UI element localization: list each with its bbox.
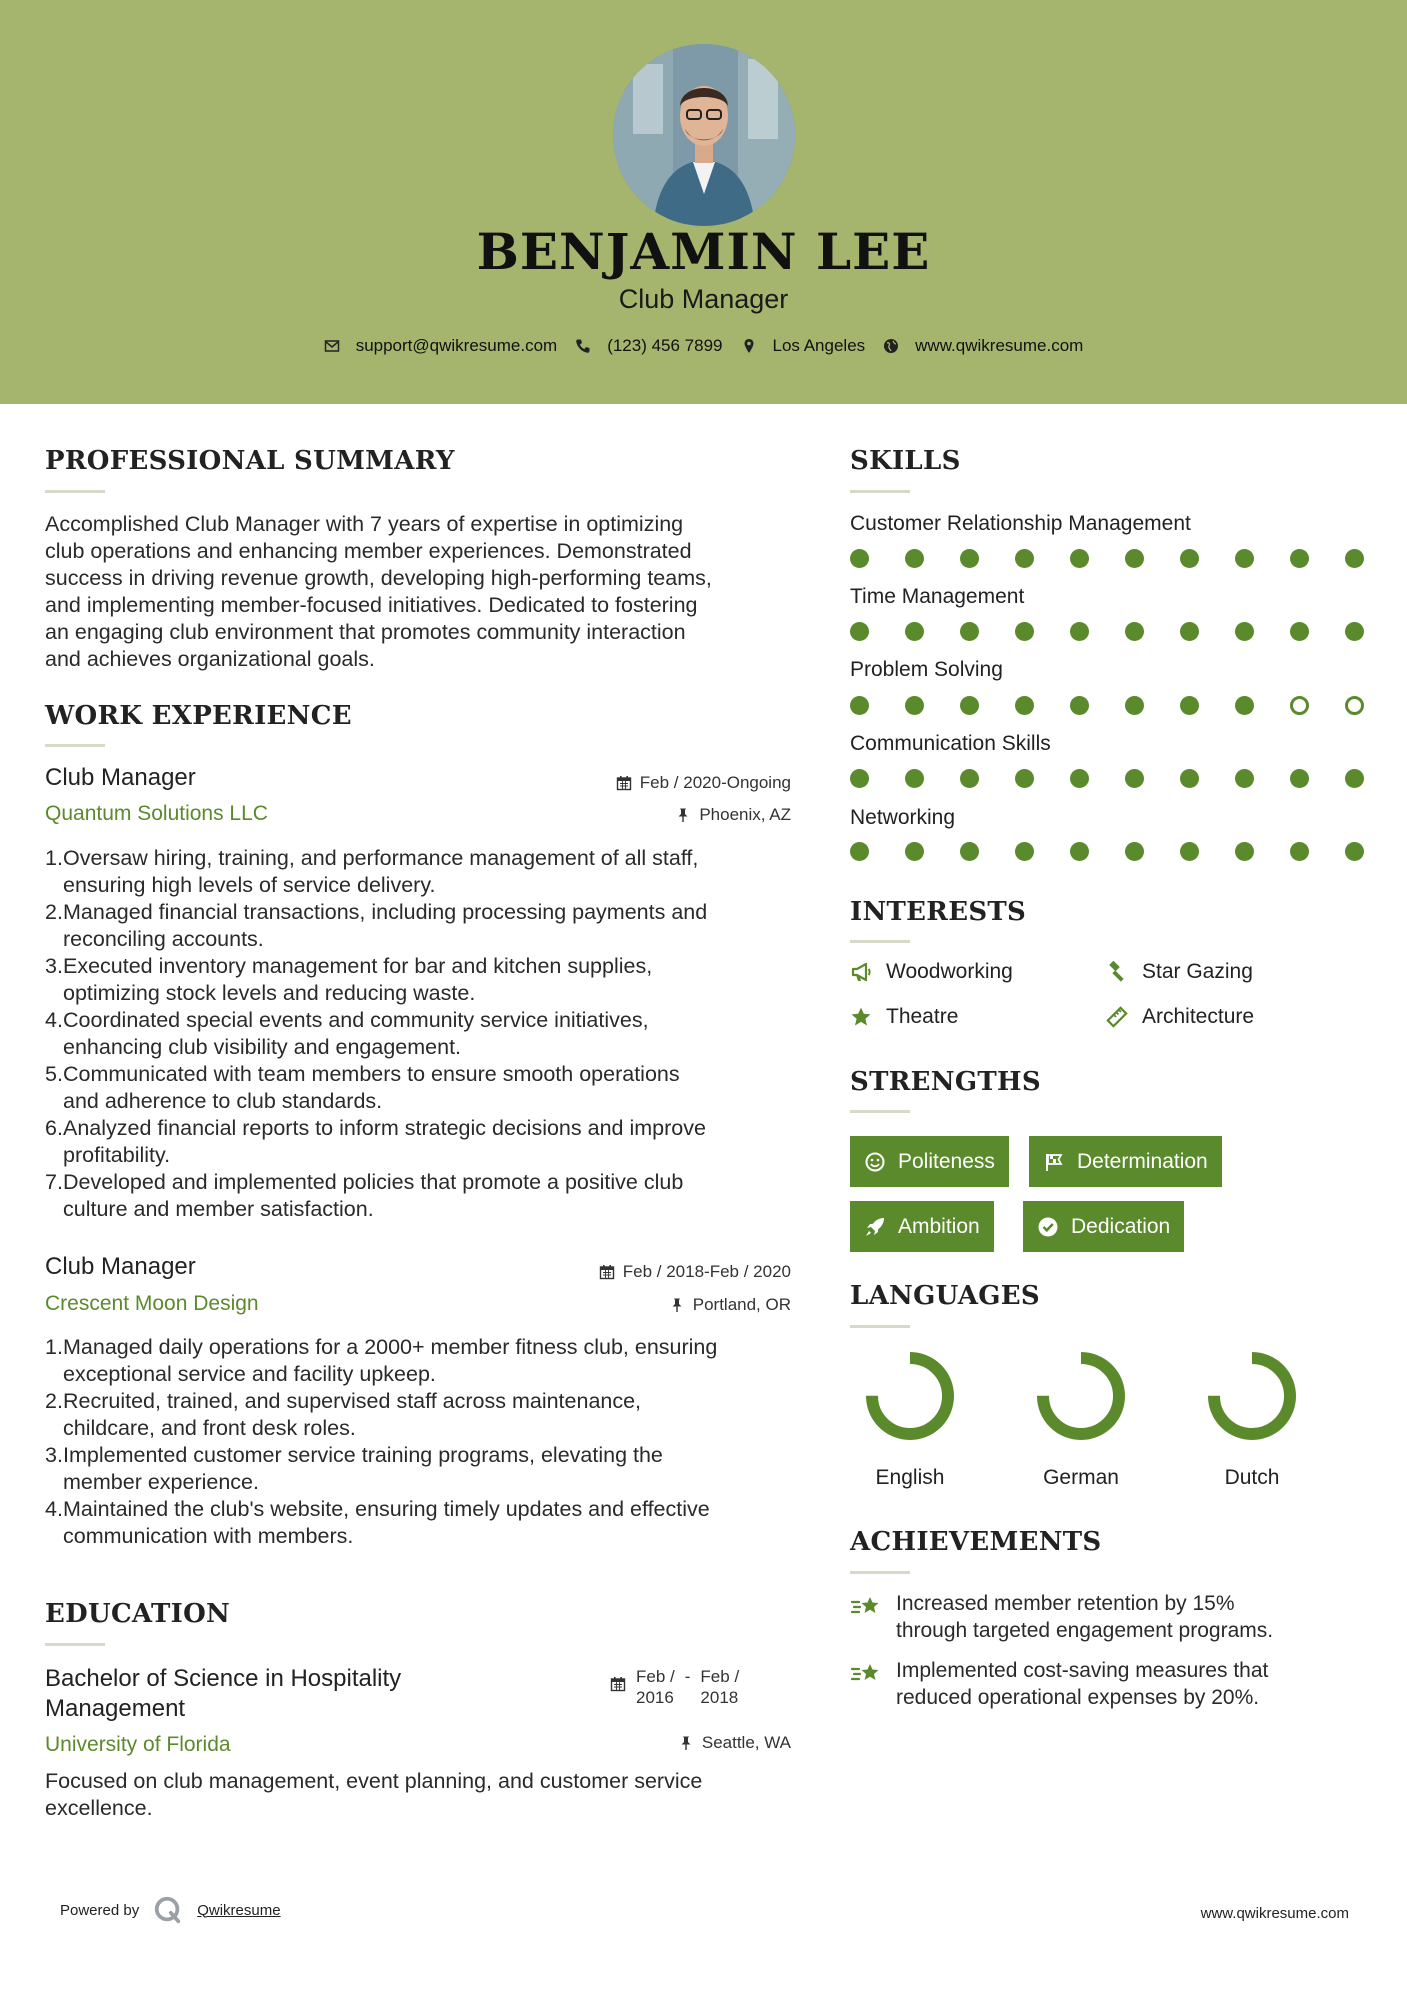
list-text: Recruited, trained, and supervised staff across maintenance,	[63, 1389, 642, 1413]
language-name: Dutch	[1224, 1466, 1280, 1489]
skill-dot-filled	[850, 696, 869, 715]
summary-heading-underline	[45, 490, 105, 493]
skill-dot-filled	[905, 696, 924, 715]
pushpin-icon	[669, 1297, 685, 1313]
list-item	[45, 1061, 805, 1115]
skill-dot-filled	[1235, 696, 1254, 715]
skill-dot-filled	[1125, 696, 1144, 715]
language-item	[1182, 1346, 1322, 1490]
skill-rating	[850, 769, 1370, 789]
skill-dot-filled	[1015, 622, 1034, 641]
list-text: communication with members.	[63, 1524, 354, 1548]
skill-dot-filled	[905, 769, 924, 788]
list-number: 2.	[45, 900, 63, 924]
skill-dot-filled	[1345, 549, 1364, 568]
education-description	[45, 1768, 805, 1822]
interests-heading-underline	[850, 940, 910, 943]
skill-dot-filled	[1015, 549, 1034, 568]
skill-rating	[850, 622, 1370, 642]
skill-dot-filled	[850, 769, 869, 788]
summary-heading: PROFESSIONAL SUMMARY	[45, 446, 455, 476]
education-location-text: Seattle, WA	[701, 1733, 791, 1752]
list-text: ensuring high levels of service delivery.	[63, 873, 436, 897]
summary-line: success in driving revenue growth, developing high-performing teams,	[45, 566, 712, 590]
ruler-icon	[1106, 1006, 1128, 1028]
job-location	[460, 1295, 791, 1315]
interest-item	[850, 1005, 958, 1029]
skill-dot-filled	[1125, 842, 1144, 861]
skill-dot-filled	[1290, 769, 1309, 788]
interest-label: Architecture	[1142, 1005, 1255, 1028]
summary-line: Accomplished Club Manager with 7 years of expertise in optimizing	[45, 512, 684, 536]
skill-dot-filled	[1290, 622, 1309, 641]
achievement-line: Increased member retention by 15%	[896, 1592, 1235, 1615]
list-number: 6.	[45, 1116, 63, 1140]
language-level-arc	[1043, 1358, 1119, 1434]
skill-rating	[850, 696, 1370, 716]
qwikresume-logo-icon	[153, 1895, 183, 1925]
strength-label: Dedication	[1071, 1214, 1171, 1238]
list-number: 2.	[45, 1389, 63, 1413]
list-text: reconciling accounts.	[63, 927, 264, 951]
star-icon	[850, 1006, 872, 1028]
skill-dot-filled	[1180, 842, 1199, 861]
skill-dot-filled	[1235, 549, 1254, 568]
list-text: childcare, and front desk roles.	[63, 1416, 356, 1440]
list-text: Managed financial transactions, including processing payments and	[63, 900, 708, 924]
job-title: Club Manager	[45, 1253, 196, 1280]
strength-chip	[1029, 1136, 1222, 1187]
list-number: 3.	[45, 954, 63, 978]
skill-dot-filled	[1125, 622, 1144, 641]
candidate-title: Club Manager	[618, 284, 789, 314]
candidate-name: BENJAMIN LEE	[476, 222, 931, 281]
rocket-icon	[864, 1216, 886, 1238]
job-date-text: Feb / 2020-Ongoing	[639, 773, 791, 792]
education-heading-underline	[45, 1643, 105, 1646]
list-text: member experience.	[63, 1470, 259, 1494]
work-heading-underline	[45, 744, 105, 747]
profile-photo-image	[613, 44, 795, 226]
contact-email[interactable]	[324, 336, 558, 356]
skill-dot-filled	[1180, 769, 1199, 788]
language-ring	[1031, 1346, 1131, 1446]
skill-dot-filled	[905, 622, 924, 641]
summary-line: and implementing member-focused initiatives. Dedicated to fostering	[45, 593, 698, 617]
interest-label: Woodworking	[886, 960, 1013, 983]
education-desc-line: Focused on club management, event planning, and customer service	[45, 1769, 703, 1793]
interest-item	[850, 960, 1013, 984]
list-text: enhancing club visibility and engagement.	[63, 1035, 462, 1059]
achievement-item	[850, 1657, 1268, 1711]
list-text: Developed and implemented policies that promote a positive club	[63, 1170, 684, 1194]
skill-name: Communication Skills	[850, 732, 1051, 755]
skill-dot-filled	[905, 842, 924, 861]
skill-dot-filled	[960, 696, 979, 715]
list-number: 1.	[45, 846, 63, 870]
skill-dot-filled	[1070, 769, 1089, 788]
job-title: Club Manager	[45, 764, 196, 791]
strength-label: Politeness	[898, 1149, 995, 1173]
date-part: Feb /	[636, 1667, 675, 1686]
job-duties-list	[45, 845, 805, 1223]
language-name: English	[875, 1466, 945, 1489]
strength-label: Ambition	[898, 1214, 980, 1238]
smile-icon	[864, 1151, 886, 1173]
skill-dot-filled	[1070, 622, 1089, 641]
job-company: Quantum Solutions LLC	[45, 802, 268, 825]
strengths-heading: STRENGTHS	[850, 1067, 1041, 1097]
skill-dot-filled	[905, 549, 924, 568]
strength-chip	[850, 1201, 994, 1252]
job-date	[460, 773, 791, 793]
phone-icon	[575, 338, 591, 354]
skill-dot-filled	[1180, 696, 1199, 715]
job-company: Crescent Moon Design	[45, 1292, 259, 1315]
achievement-text	[896, 1657, 1268, 1711]
skill-dot-filled	[1125, 769, 1144, 788]
job-duties-list	[45, 1334, 805, 1550]
list-text: culture and member satisfaction.	[63, 1197, 374, 1221]
list-text: Coordinated special events and community service initiatives,	[63, 1008, 649, 1032]
skill-dot-filled	[1070, 549, 1089, 568]
skill-dot-filled	[1015, 696, 1034, 715]
education-location	[460, 1733, 791, 1753]
calendar-icon	[599, 1264, 615, 1280]
contact-bar	[0, 336, 1407, 356]
skill-dot-filled	[1345, 769, 1364, 788]
education-dates	[610, 1666, 739, 1708]
education-desc-line: excellence.	[45, 1796, 153, 1820]
list-number: 3.	[45, 1443, 63, 1467]
language-ring	[1202, 1346, 1302, 1446]
list-item	[45, 953, 805, 1007]
achievement-item	[850, 1590, 1273, 1644]
interests-heading: INTERESTS	[850, 897, 1027, 927]
degree-line: Bachelor of Science in Hospitality	[45, 1665, 402, 1692]
list-text: Communicated with team members to ensure smooth operations	[63, 1062, 680, 1086]
skill-dot-filled	[960, 842, 979, 861]
skill-dot-filled	[1070, 842, 1089, 861]
achievement-text	[896, 1590, 1273, 1644]
list-text: profitability.	[63, 1143, 171, 1167]
interest-label: Theatre	[886, 1005, 959, 1028]
skill-dot-filled	[1125, 549, 1144, 568]
skill-rating	[850, 549, 1370, 569]
degree-title	[45, 1664, 401, 1724]
skill-dot-filled	[1015, 842, 1034, 861]
skill-rating	[850, 842, 1370, 862]
list-text: Executed inventory management for bar and kitchen supplies,	[63, 954, 653, 978]
language-level-arc	[872, 1358, 948, 1434]
contact-phone[interactable]	[575, 336, 722, 356]
achievement-line: through targeted engagement programs.	[896, 1619, 1274, 1642]
achievement-line: Implemented cost-saving measures that	[896, 1659, 1269, 1682]
achievement-line: reduced operational expenses by 20%.	[896, 1686, 1260, 1709]
strength-chip	[1023, 1201, 1184, 1252]
date-part: Feb /	[700, 1667, 740, 1686]
date-part: 2018	[700, 1688, 739, 1707]
list-item	[45, 1115, 805, 1169]
achievements-heading: ACHIEVEMENTS	[850, 1527, 1102, 1557]
summary-line: and achieves organizational goals.	[45, 647, 375, 671]
degree-line: Management	[45, 1695, 186, 1722]
job-date-text: Feb / 2018-Feb / 2020	[622, 1262, 791, 1281]
skill-name: Time Management	[850, 585, 1025, 608]
summary-line: an engaging club environment that promotes community interaction	[45, 620, 686, 644]
skill-dot-filled	[960, 622, 979, 641]
achievements-heading-underline	[850, 1571, 910, 1574]
language-level-arc	[1214, 1358, 1290, 1434]
globe-icon	[883, 338, 899, 354]
list-number: 1.	[45, 1335, 63, 1359]
job-date	[460, 1262, 791, 1282]
list-item	[45, 1388, 805, 1442]
skill-dot-empty	[1290, 696, 1309, 715]
education-date-start	[636, 1666, 675, 1708]
date-separator: -	[684, 1667, 691, 1686]
language-item	[1011, 1346, 1151, 1490]
summary-line: club operations and enhancing member experiences. Demonstrated	[45, 539, 692, 563]
list-text: Analyzed financial reports to inform strategic decisions and improve	[63, 1116, 706, 1140]
list-item	[45, 1442, 805, 1496]
skill-dot-filled	[1235, 622, 1254, 641]
interest-label: Star Gazing	[1142, 960, 1253, 983]
strengths-heading-underline	[850, 1110, 910, 1113]
education-date-end	[700, 1666, 739, 1708]
summary-text	[45, 511, 805, 673]
contact-location-text: Los Angeles	[772, 336, 866, 355]
list-text: Oversaw hiring, training, and performance management of all staff,	[63, 846, 699, 870]
qwikresume-link[interactable]: Qwikresume	[197, 1901, 281, 1919]
list-item	[45, 1334, 805, 1388]
language-ring	[860, 1346, 960, 1446]
skill-dot-filled	[1290, 842, 1309, 861]
list-number: 4.	[45, 1497, 63, 1521]
contact-phone-text: (123) 456 7899	[607, 336, 723, 355]
skill-dot-filled	[1180, 622, 1199, 641]
skill-dot-filled	[1345, 842, 1364, 861]
envelope-icon	[324, 338, 340, 354]
list-item	[45, 1007, 805, 1061]
job-location	[460, 805, 791, 825]
contact-website[interactable]	[883, 336, 1083, 356]
megaphone-icon	[850, 961, 872, 983]
education-heading: EDUCATION	[45, 1599, 231, 1629]
check-circle-icon	[1037, 1216, 1059, 1238]
skill-dot-filled	[1180, 549, 1199, 568]
list-item	[45, 899, 805, 953]
skill-dot-filled	[1345, 622, 1364, 641]
skills-heading: SKILLS	[850, 446, 961, 476]
skill-dot-filled	[1070, 696, 1089, 715]
skill-dot-filled	[960, 769, 979, 788]
profile-photo	[613, 44, 795, 226]
list-text: Implemented customer service training programs, elevating the	[63, 1443, 663, 1467]
powered-by-text: Powered by	[60, 1901, 140, 1919]
footer-website[interactable]: www.qwikresume.com	[1200, 1905, 1349, 1922]
skill-dot-empty	[1345, 696, 1364, 715]
list-number: 7.	[45, 1170, 63, 1194]
list-item	[45, 1496, 805, 1550]
list-text: Managed daily operations for a 2000+ member fitness club, ensuring	[63, 1335, 718, 1359]
skill-name: Problem Solving	[850, 658, 1003, 681]
pushpin-icon	[678, 1735, 694, 1751]
skill-dot-filled	[850, 549, 869, 568]
skill-dot-filled	[1235, 842, 1254, 861]
shooting-star-icon	[850, 1659, 882, 1689]
skill-dot-filled	[850, 842, 869, 861]
job-location-text: Portland, OR	[692, 1295, 791, 1314]
strength-chip	[850, 1136, 1009, 1187]
strength-label: Determination	[1077, 1149, 1208, 1173]
skill-dot-filled	[1290, 549, 1309, 568]
list-item	[45, 845, 805, 899]
list-number: 4.	[45, 1008, 63, 1032]
contact-website-text: www.qwikresume.com	[915, 336, 1084, 355]
contact-location	[741, 336, 866, 356]
skill-name: Customer Relationship Management	[850, 512, 1191, 535]
list-text: Maintained the club's website, ensuring timely updates and effective	[63, 1497, 710, 1521]
interest-item	[1106, 960, 1253, 984]
resume-header	[0, 0, 1407, 404]
list-text: exceptional service and facility upkeep.	[63, 1362, 436, 1386]
job-location-text: Phoenix, AZ	[699, 805, 791, 824]
flag-icon	[1043, 1151, 1065, 1173]
skills-heading-underline	[850, 490, 910, 493]
pushpin-icon	[675, 807, 691, 823]
footer-powered-by	[60, 1895, 281, 1925]
skill-dot-filled	[1015, 769, 1034, 788]
language-name: German	[1043, 1466, 1119, 1489]
contact-email-text: support@qwikresume.com	[355, 336, 558, 355]
language-item	[840, 1346, 980, 1490]
calendar-icon	[616, 775, 632, 791]
skill-dot-filled	[1235, 769, 1254, 788]
list-item	[45, 1169, 805, 1223]
school-name: University of Florida	[45, 1733, 231, 1756]
calendar-icon	[610, 1676, 626, 1692]
languages-heading: LANGUAGES	[850, 1281, 1040, 1311]
shooting-star-icon	[850, 1592, 882, 1622]
list-number: 5.	[45, 1062, 63, 1086]
skill-name: Networking	[850, 806, 956, 829]
date-part: 2016	[636, 1688, 674, 1707]
work-heading: WORK EXPERIENCE	[45, 701, 352, 731]
interest-item	[1106, 1005, 1254, 1029]
list-text: and adherence to club standards.	[63, 1089, 383, 1113]
list-text: optimizing stock levels and reducing waste.	[63, 981, 476, 1005]
gavel-icon	[1106, 961, 1128, 983]
skill-dot-filled	[850, 622, 869, 641]
skill-dot-filled	[960, 549, 979, 568]
languages-heading-underline	[850, 1325, 910, 1328]
map-pin-icon	[741, 338, 757, 354]
